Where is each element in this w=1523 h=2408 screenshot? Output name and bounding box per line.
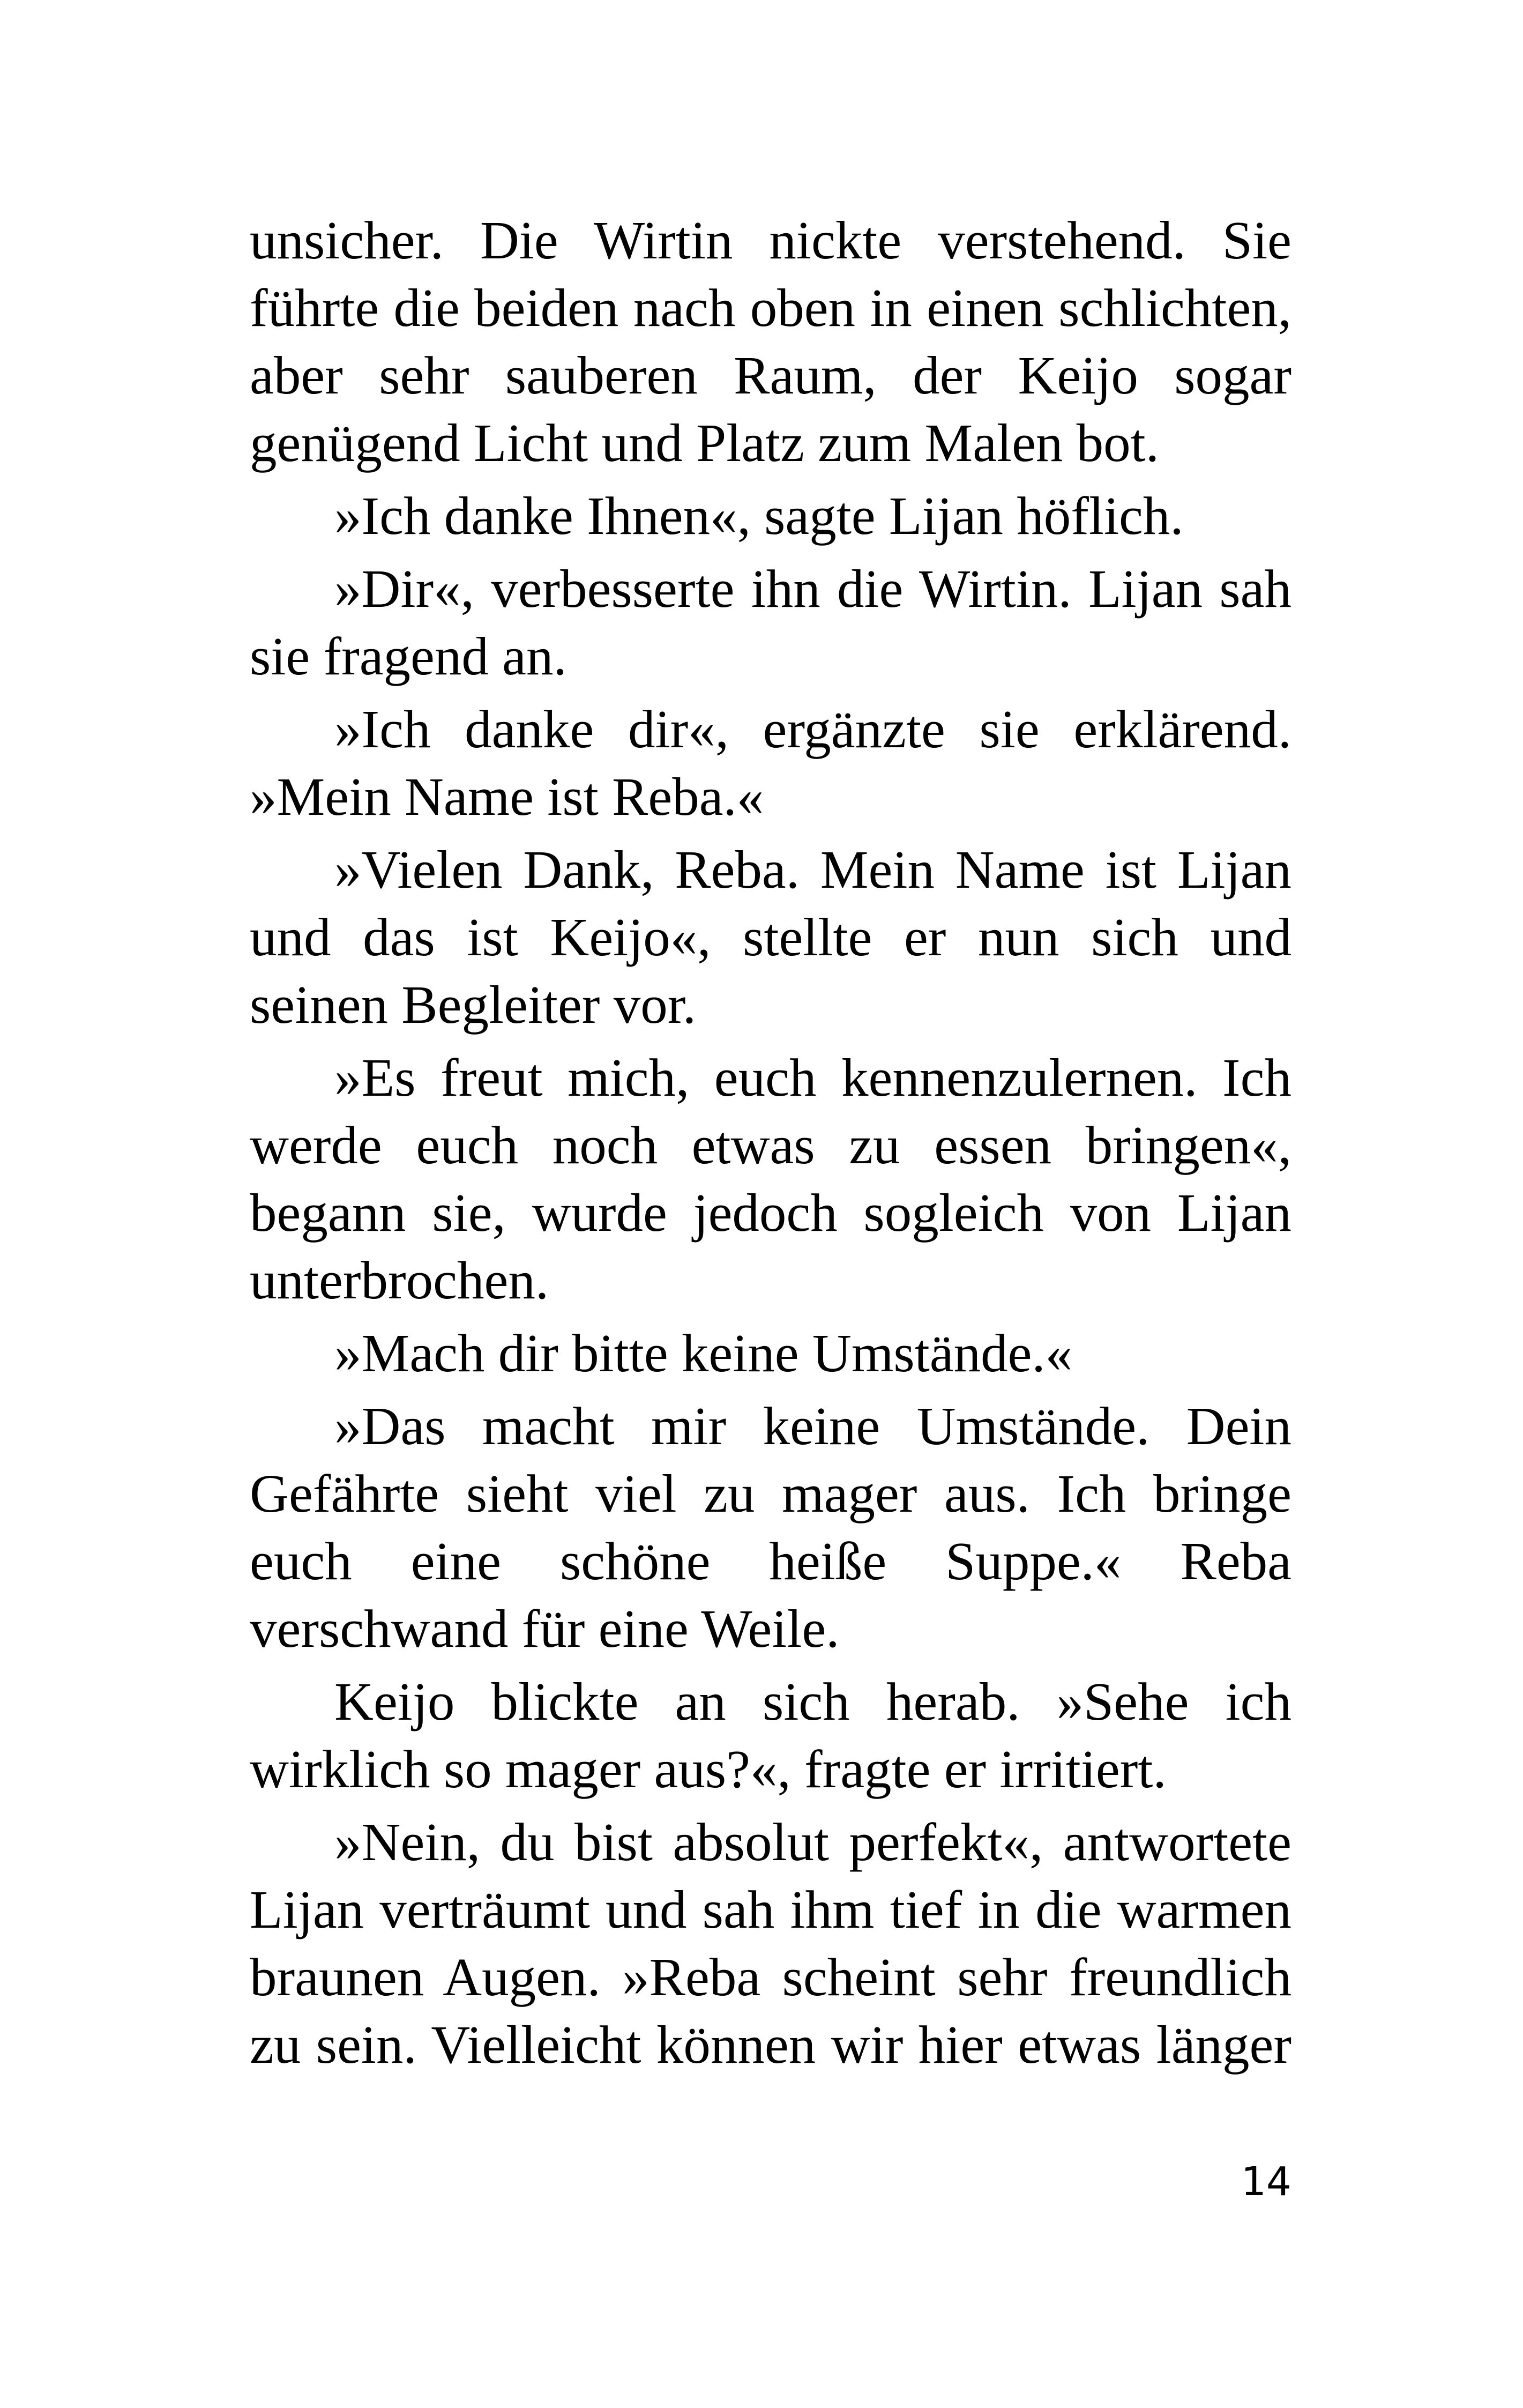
paragraph: »Es freut mich, euch kennenzulernen. Ich werde euch noch etwas zu essen bringen«, begann sie, wurde jedoch sogleich von Lijan unterbrochen. (250, 1047, 1291, 1310)
paragraph: Keijo blickte an sich herab. »Sehe ich wirklich so mager aus?«, fragte er irritiert. (250, 1671, 1291, 1799)
paragraph: »Ich danke dir«, ergänzte sie erklärend. »Mein Name ist Reba.« (250, 699, 1291, 827)
paragraph-continuation: unsicher. Die Wirtin nickte verstehend. Sie führte die beiden nach oben in einen schlichten, aber sehr sauberen Raum, der Keijo sogar genügend Licht und Platz zum Malen bot. (250, 210, 1291, 473)
paragraph: »Dir«, verbesserte ihn die Wirtin. Lijan sah sie fragend an. (250, 559, 1291, 686)
page-number: 14 (1241, 2159, 1291, 2205)
paragraph-continues-next-page: »Nein, du bist absolut perfekt«, antwortete Lijan verträumt und sah ihm tief in die warmen braunen Augen. »Reba scheint sehr freundlich zu sein. Vielleicht können wir hier etwas länger (250, 1812, 1291, 2075)
paragraph: »Mach dir bitte keine Umstände.« (334, 1323, 1073, 1383)
paragraph: »Vielen Dank, Reba. Mein Name ist Lijan und das ist Keijo«, stellte er nun sich und seinen Begleiter vor. (250, 839, 1291, 1035)
body-text (250, 206, 1291, 2078)
paragraph: »Ich danke Ihnen«, sagte Lijan höflich. (334, 486, 1184, 546)
paragraph: »Das macht mir keine Umstände. Dein Gefährte sieht viel zu mager aus. Ich bringe euch eine schöne heiße Suppe.« Reba verschwand für eine Weile. (250, 1396, 1291, 1659)
